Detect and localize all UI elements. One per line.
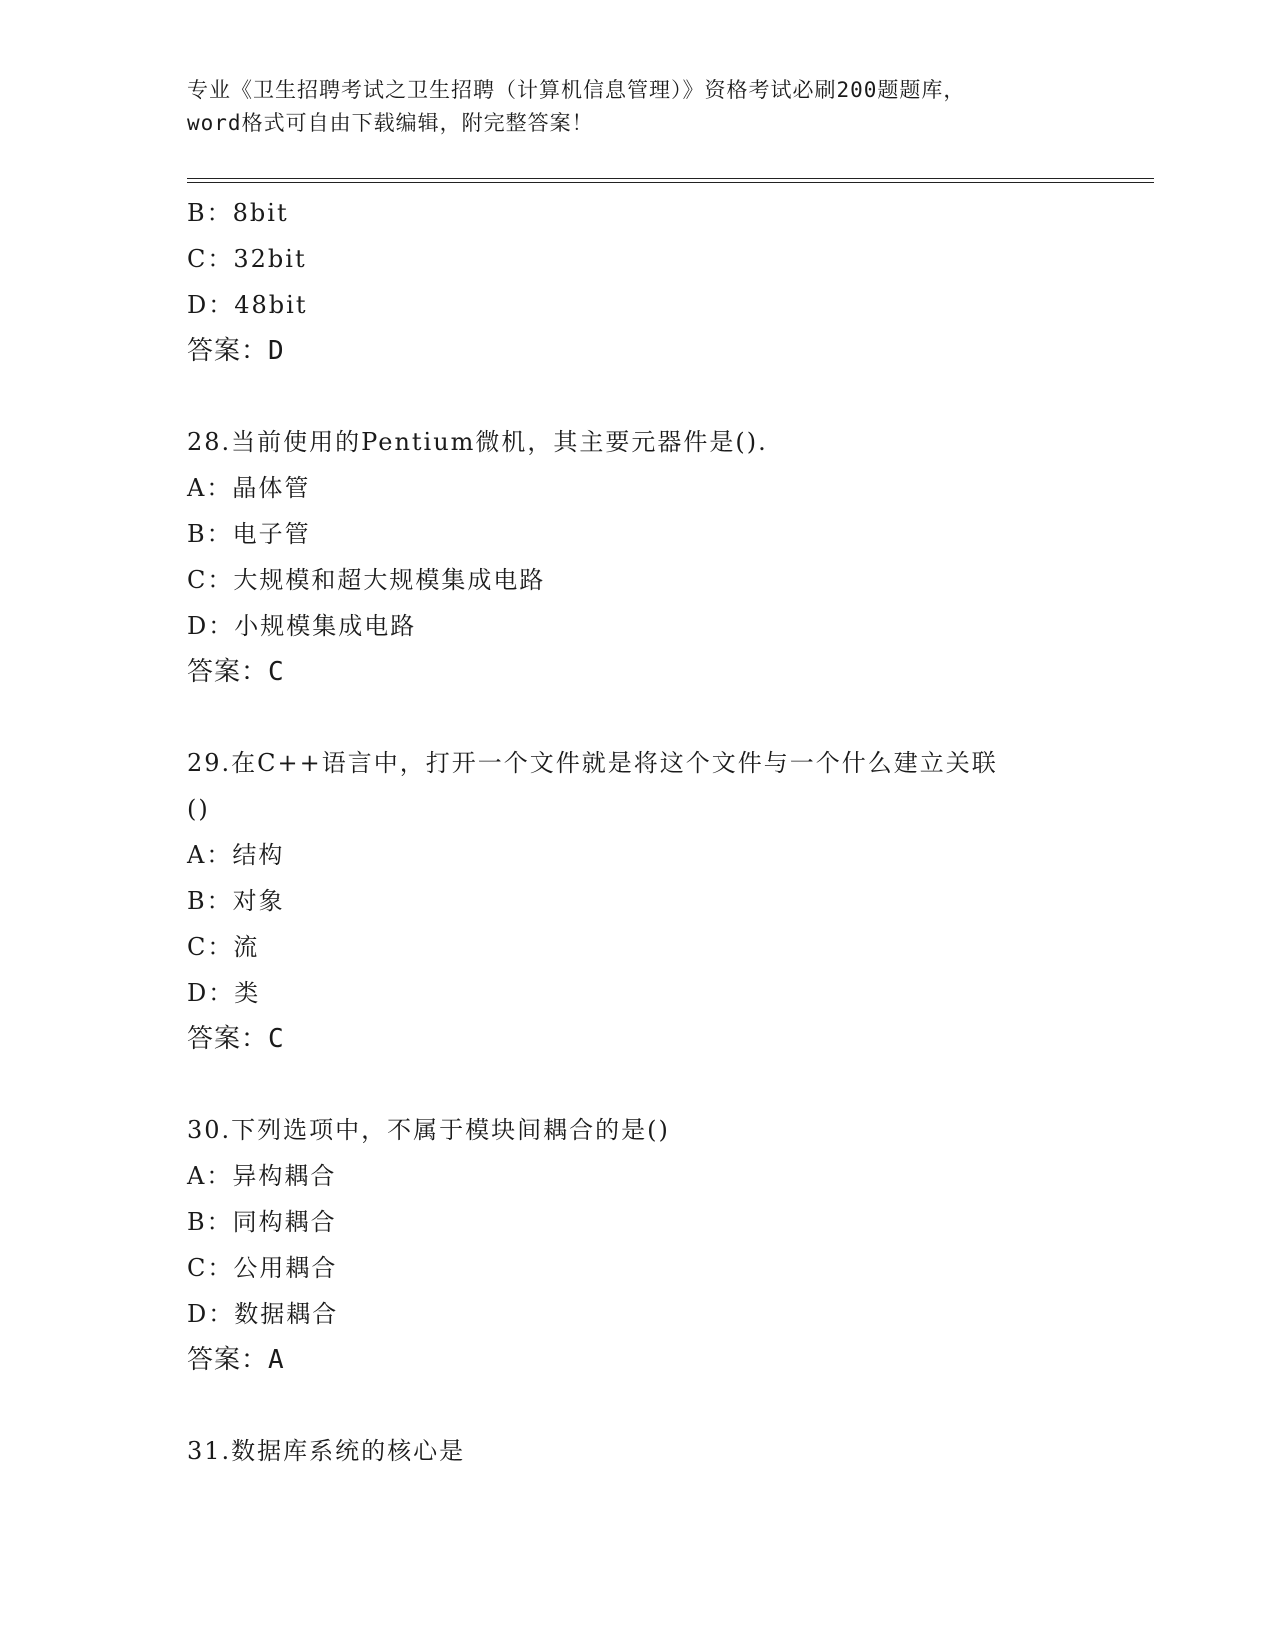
question-stem: 30.下列选项中，不属于模块间耦合的是() [187, 1116, 670, 1144]
option-d: D：数据耦合 [187, 1300, 339, 1328]
question-31 [187, 1428, 1087, 1474]
option-b: B：同构耦合 [187, 1208, 337, 1236]
header-title-line-1: 专业《卫生招聘考试之卫生招聘（计算机信息管理）》资格考试必刷200题题库， [187, 78, 966, 102]
question-stem-line-1: 29.在C++语言中，打开一个文件就是将这个文件与一个什么建立关联 [187, 749, 998, 777]
option-b: B：8bit [187, 199, 289, 227]
document-header [187, 74, 1087, 140]
spacer [187, 695, 1087, 740]
spacer [187, 1062, 1087, 1107]
option-d: D：48bit [187, 291, 308, 319]
question-stem: 31.数据库系统的核心是 [187, 1437, 466, 1465]
spacer [187, 1383, 1087, 1428]
question-stem-line-2: () [187, 795, 210, 823]
answer: 答案：D [187, 336, 285, 366]
header-title-line-2: word格式可自由下载编辑，附完整答案！ [187, 111, 594, 135]
question-27-partial [187, 190, 1087, 374]
option-a: A：晶体管 [187, 474, 311, 502]
question-30 [187, 1107, 1087, 1383]
document-body [187, 190, 1087, 1474]
question-28 [187, 419, 1087, 695]
answer: 答案：A [187, 1345, 285, 1375]
option-c: C：公用耦合 [187, 1254, 338, 1282]
option-d: D：小规模集成电路 [187, 612, 417, 640]
question-29 [187, 740, 1087, 1062]
option-c: C：流 [187, 933, 260, 961]
answer: 答案：C [187, 1024, 285, 1054]
option-a: A：结构 [187, 841, 285, 869]
spacer [187, 374, 1087, 419]
header-divider [187, 178, 1154, 183]
option-c: C：大规模和超大规模集成电路 [187, 566, 546, 594]
answer: 答案：C [187, 657, 285, 687]
option-b: B：电子管 [187, 520, 311, 548]
option-c: C：32bit [187, 245, 307, 273]
option-a: A：异构耦合 [187, 1162, 337, 1190]
option-d: D：类 [187, 979, 261, 1007]
question-stem: 28.当前使用的Pentium微机，其主要元器件是(). [187, 428, 768, 456]
option-b: B：对象 [187, 887, 285, 915]
